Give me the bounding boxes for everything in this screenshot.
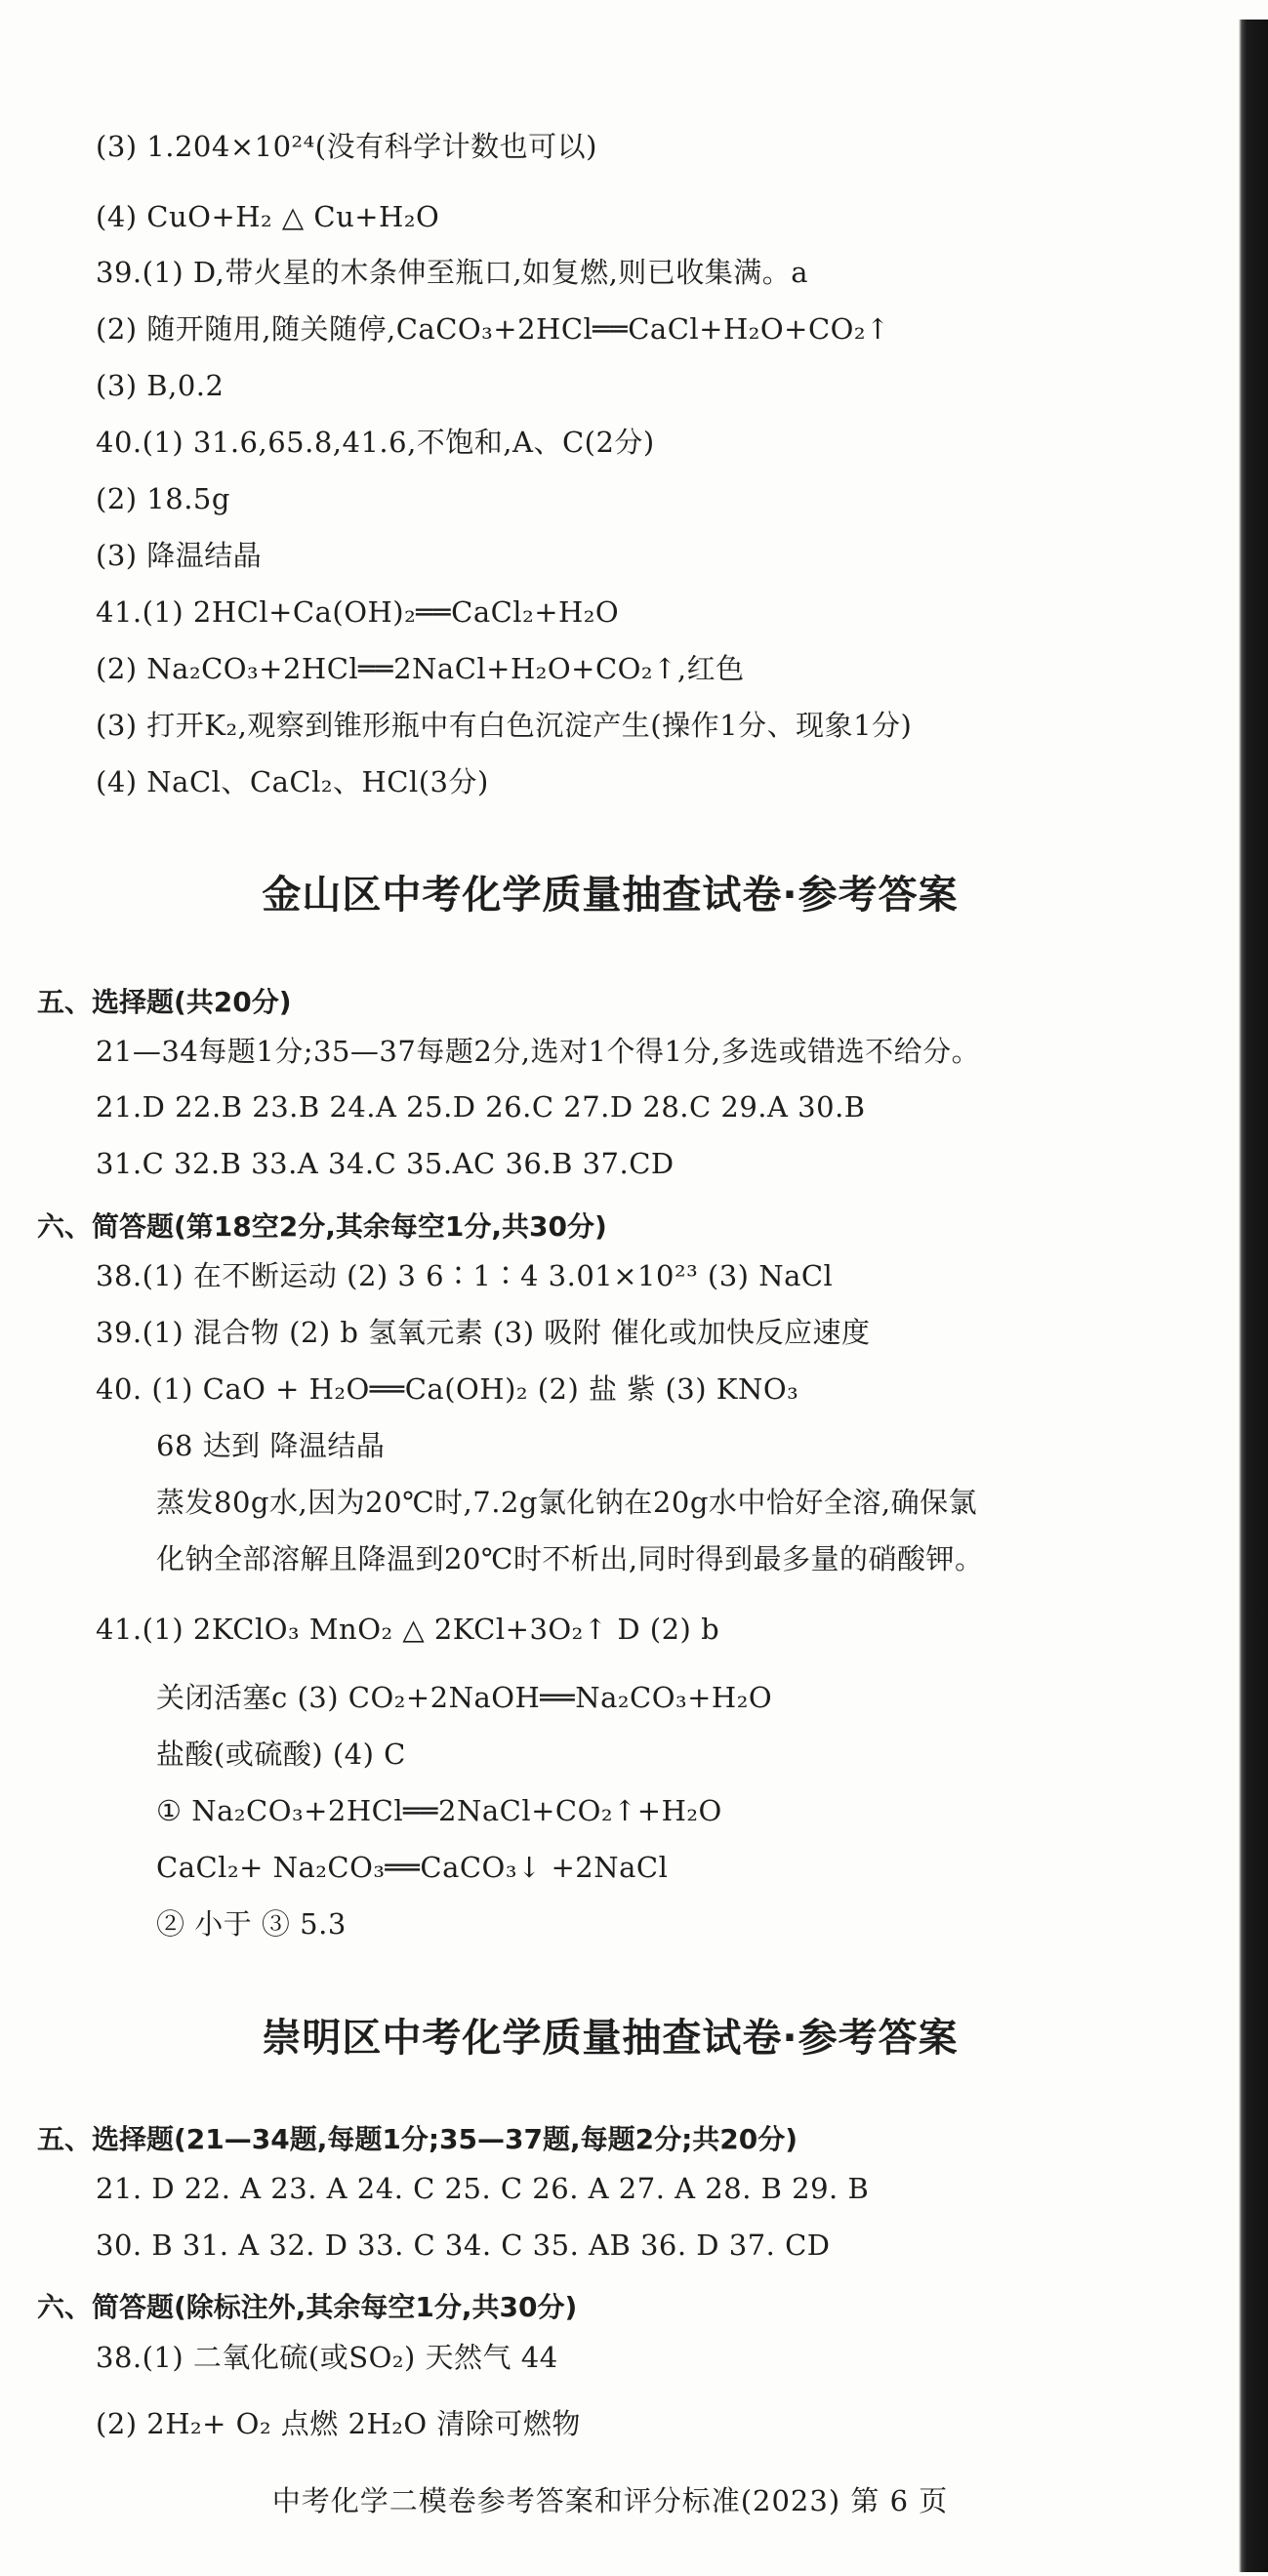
- section-heading: 五、选择题(共20分): [37, 986, 292, 1018]
- answer-row: 21.D 22.B 23.B 24.A 25.D 26.C 27.D 28.C 29.A 30.B: [96, 1090, 866, 1124]
- answer-row: 30. B 31. A 32. D 33. C 34. C 35. AB 36. D 37. CD: [96, 2228, 831, 2262]
- section-heading: 六、简答题(除标注外,其余每空1分,共30分): [37, 2291, 578, 2323]
- answer-line: 41.(1) 2KClO₃ MnO₂ △ 2KCl+3O₂↑ D (2) b: [96, 1613, 720, 1646]
- answer-line: (4) CuO+H₂ △ Cu+H₂O: [96, 200, 440, 233]
- page-footer: 中考化学二模卷参考答案和评分标准(2023) 第 6 页: [271, 2484, 949, 2517]
- answer-line: 68 达到 降温结晶: [156, 1429, 386, 1462]
- answer-line: (4) NaCl、CaCl₂、HCl(3分): [96, 765, 489, 798]
- answer-line: 39.(1) 混合物 (2) b 氢氧元素 (3) 吸附 催化或加快反应速度: [96, 1316, 871, 1349]
- answer-line: 40. (1) CaO + H₂O══Ca(OH)₂ (2) 盐 紫 (3) KNO₃: [96, 1372, 799, 1406]
- answer-line: (2) 随开随用,随关随停,CaCO₃+2HCl══CaCl+H₂O+CO₂↑: [96, 312, 890, 346]
- answer-row: 21. D 22. A 23. A 24. C 25. C 26. A 27. A 28. B 29. B: [96, 2172, 870, 2205]
- answer-line: (2) 18.5g: [96, 482, 230, 515]
- scan-edge-shadow: [1239, 20, 1268, 2572]
- answer-line: (3) 打开K₂,观察到锥形瓶中有白色沉淀产生(操作1分、现象1分): [96, 709, 913, 742]
- answer-line: (3) B,0.2: [96, 369, 225, 402]
- answer-line: 39.(1) D,带火星的木条伸至瓶口,如复燃,则已收集满。a: [96, 256, 809, 289]
- answer-line: 38.(1) 在不断运动 (2) 3 6∶1∶4 3.01×10²³ (3) NaCl: [96, 1259, 834, 1292]
- answer-line: 蒸发80g水,因为20℃时,7.2g氯化钠在20g水中恰好全溶,确保氯: [156, 1486, 978, 1519]
- answer-line: CaCl₂+ Na₂CO₃══CaCO₃↓ +2NaCl: [156, 1851, 669, 1884]
- answer-row: 31.C 32.B 33.A 34.C 35.AC 36.B 37.CD: [96, 1147, 675, 1180]
- answer-line: ② 小于 ③ 5.3: [156, 1907, 347, 1941]
- answer-line: (3) 降温结晶: [96, 539, 263, 572]
- answer-line: 40.(1) 31.6,65.8,41.6,不饱和,A、C(2分): [96, 426, 655, 459]
- answer-line: 化钠全部溶解且降温到20℃时不析出,同时得到最多量的硝酸钾。: [156, 1542, 984, 1575]
- answer-line: 盐酸(或硫酸) (4) C: [156, 1738, 406, 1771]
- section-heading: 五、选择题(21—34题,每题1分;35—37题,每题2分;共20分): [37, 2123, 798, 2155]
- answer-line: 38.(1) 二氧化硫(或SO₂) 天然气 44: [96, 2341, 558, 2374]
- answer-line: 41.(1) 2HCl+Ca(OH)₂══CaCl₂+H₂O: [96, 595, 620, 629]
- answer-line: (3) 1.204×10²⁴(没有科学计数也可以): [96, 130, 597, 163]
- section-title: 崇明区中考化学质量抽查试卷·参考答案: [262, 2016, 959, 2061]
- section-title: 金山区中考化学质量抽查试卷·参考答案: [262, 873, 959, 918]
- answer-line: 21—34每题1分;35—37每题2分,选对1个得1分,多选或错选不给分。: [96, 1035, 981, 1068]
- answer-line: 关闭活塞c (3) CO₂+2NaOH══Na₂CO₃+H₂O: [156, 1681, 773, 1714]
- answer-line: ① Na₂CO₃+2HCl══2NaCl+CO₂↑+H₂O: [156, 1794, 722, 1827]
- section-heading: 六、简答题(第18空2分,其余每空1分,共30分): [37, 1210, 607, 1243]
- answer-line: (2) 2H₂+ O₂ 点燃 2H₂O 清除可燃物: [96, 2407, 581, 2440]
- answer-line: (2) Na₂CO₃+2HCl══2NaCl+H₂O+CO₂↑,红色: [96, 652, 745, 685]
